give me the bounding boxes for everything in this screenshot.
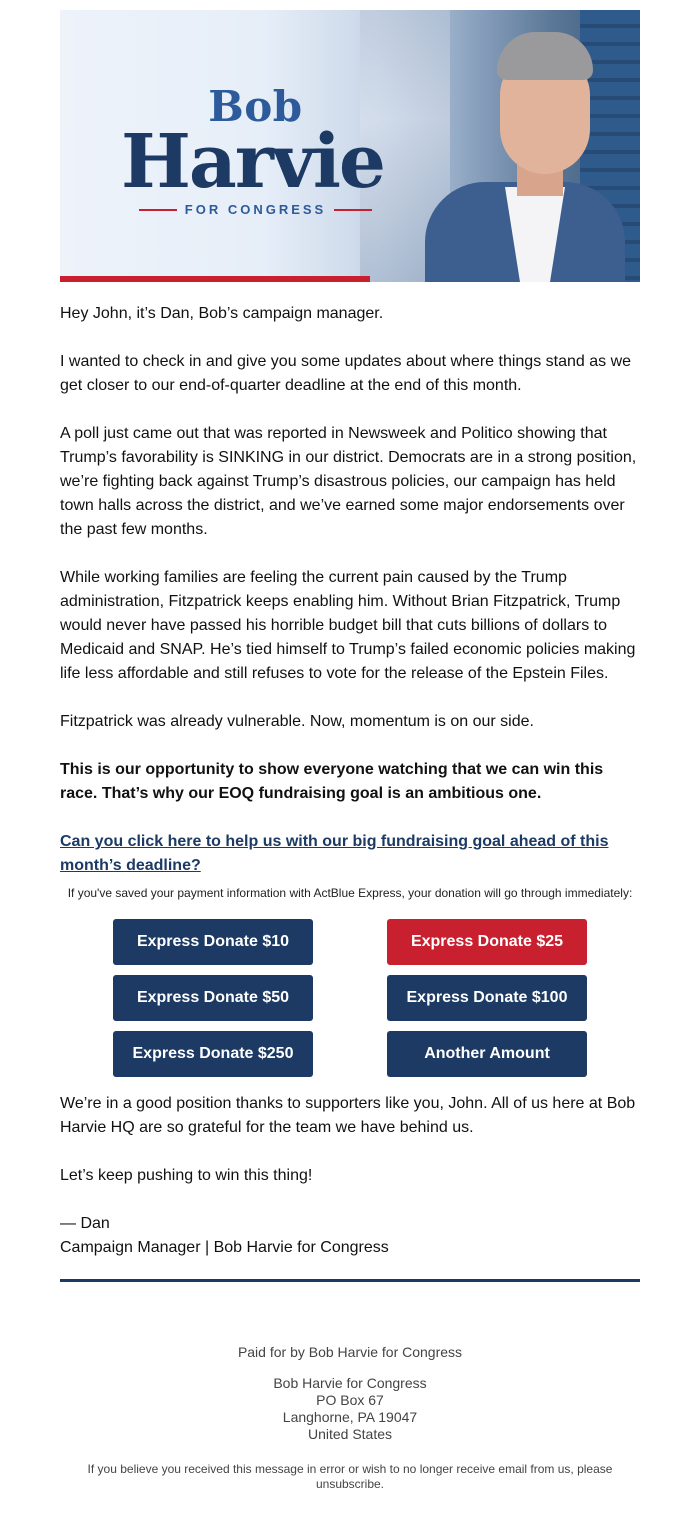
address-city: Langhorne, PA 19047 [282, 1409, 418, 1425]
candidate-portrait [425, 10, 625, 282]
paragraph-6: We’re in a good position thanks to supporters like you, John. All of us here at Bob Harvie HQ are so grateful for the team we have behind us. [60, 1095, 636, 1136]
paragraph-3: While working families are feeling the current pain caused by the Trump administration, Fitzpatrick keeps enabling him. Without Brian Fitzpatrick, Trump would never have passed his horrible budget bill that cuts billions of dollars to Medicaid and SNAP. He’s tied himself to Trump’s failed economic policies making life less affordable and still refuses to vote for the release of the Epstein Files. [60, 569, 636, 682]
donate-50-button[interactable]: Express Donate $50 [113, 975, 313, 1021]
donate-250-button[interactable]: Express Donate $250 [113, 1031, 313, 1077]
campaign-logo [118, 82, 393, 217]
fundraising-link[interactable]: Can you click here to help us with our big fundraising goal ahead of this month’s deadline? [60, 833, 609, 874]
another-amount-button[interactable]: Another Amount [387, 1031, 587, 1077]
greeting: Hey John, it’s Dan, Bob’s campaign manager. [60, 305, 384, 322]
logo-last-name: Harvie [120, 119, 385, 205]
address-country: United States [307, 1426, 393, 1442]
paragraph-bold [60, 758, 642, 806]
donate-10-button[interactable]: Express Donate $10 [113, 919, 313, 965]
paragraph-bold-text: This is our opportunity to show everyone watching that we can win this race. That’s why our EOQ fundraising goal is an ambitious one. [60, 761, 604, 802]
signoff: — Dan [60, 1215, 110, 1232]
paid-for-disclaimer: Paid for by Bob Harvie for Congress [237, 1344, 463, 1360]
paragraph-7: Let’s keep pushing to win this thing! [60, 1167, 313, 1184]
paragraph-1: I wanted to check in and give you some updates about where things stand as we get closer to our end-of-quarter deadline at the end of this month. [60, 353, 632, 394]
footer-divider [60, 1279, 640, 1282]
unsubscribe-text: If you believe you received this message in error or wish to no longer receive email from us, please [87, 1462, 613, 1476]
signature: Campaign Manager | Bob Harvie for Congress [60, 1239, 389, 1256]
portrait-hair [497, 32, 593, 80]
unsubscribe-notice [60, 1462, 640, 1492]
banner-red-bar [60, 276, 370, 282]
paragraph-2: A poll just came out that was reported in Newsweek and Politico showing that Trump’s favorability is SINKING in our district. Democrats are in a strong position, we’re fighting back against Trump’s disastrous policies, our campaign has held town halls across the district, and we’ve earned some major endorsements over the past few months. [60, 425, 637, 538]
express-note: If you've saved your payment information with ActBlue Express, your donation will go through immediately: [67, 886, 633, 900]
address-org: Bob Harvie for Congress [273, 1375, 427, 1391]
donate-100-button[interactable]: Express Donate $100 [387, 975, 587, 1021]
tagline-rule-left [139, 209, 177, 211]
cta-paragraph [60, 830, 642, 878]
address-po-box: PO Box 67 [316, 1392, 384, 1408]
logo-first-name: Bob [208, 82, 303, 131]
unsubscribe-link[interactable]: unsubscribe. [315, 1477, 385, 1491]
tagline-rule-right [334, 209, 372, 211]
mailing-address [60, 1375, 640, 1443]
donate-25-button[interactable]: Express Donate $25 [387, 919, 587, 965]
paragraph-4: Fitzpatrick was already vulnerable. Now, momentum is on our side. [60, 713, 534, 730]
logo-tagline: FOR CONGRESS [184, 202, 327, 217]
header-banner [60, 10, 640, 282]
